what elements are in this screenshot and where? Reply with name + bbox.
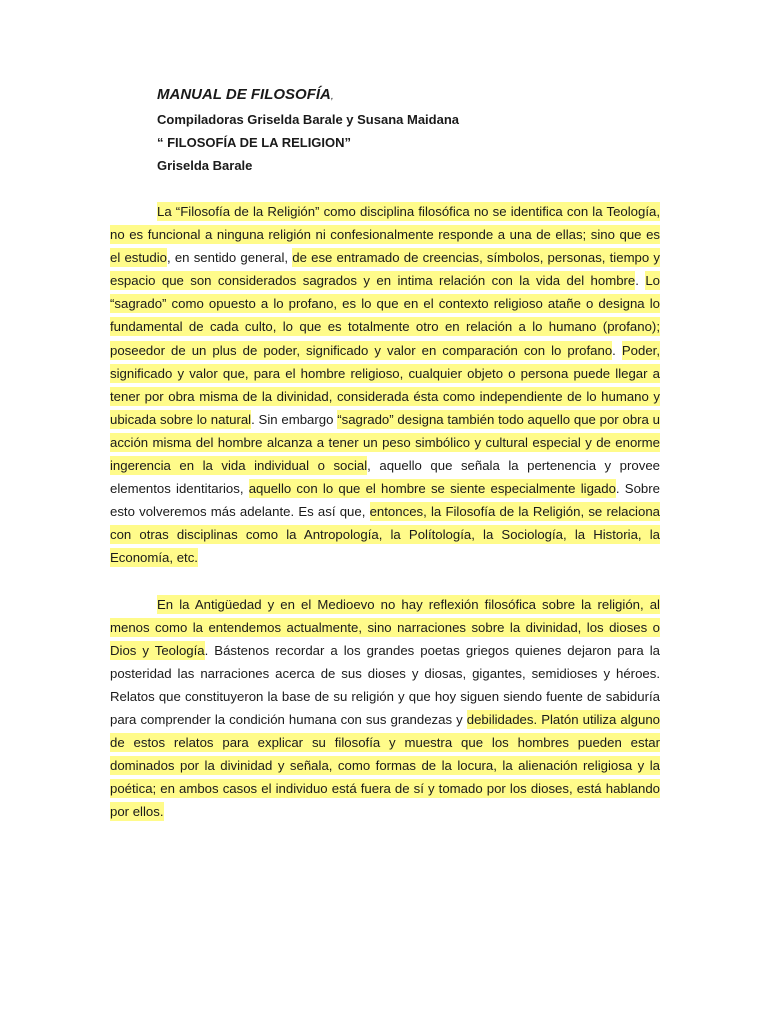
highlighted-text: “sagrado” designa también todo aquello que por obra u acción misma del hombre alcanza a tener un peso simbólico y cultural especial y de enorme ingerencia en la vida individual o social [110,411,660,474]
highlighted-text: debilidades. Platón utiliza alguno de estos relatos para explicar su filosofía y muestra que los hombres pueden estar dominados por la divinidad y señala, como formas de la locura, la alienación religiosa y la poética; en ambos casos el individuo está fuera de sí y tomado por los dioses, está hablando por ellos. [110,711,660,820]
paragraph-segment: , aquello que señala la pertenencia y provee elementos identitarios, [110,458,661,497]
highlighted-text: Poder, significado y valor que, para el hombre religioso, cualquier objeto o persona puede llegar a tener por obra misma de la divinidad, considerada ésta como independiente de lo humano y ubicada sobre lo natural [110,342,660,427]
document-header [157,84,657,177]
paragraph-2 [110,593,660,824]
body-text [110,200,660,823]
paragraph-segment: . [612,342,622,358]
book-title [157,84,657,108]
highlighted-text: La “Filosofía de la Religión” como disciplina filosófica no se identifica con la Teología, no es funcional a ninguna religión ni confesionalmente responde a una de ellas; sino que es el estudio [110,204,660,266]
book-title-text: MANUAL DE FILOSOFÍA [157,86,331,103]
chapter-title: “ FILOSOFÍA DE LA RELIGION” [157,135,352,150]
paragraph-segment: . [635,273,646,289]
paragraph-segment: . Sin embargo [251,411,338,427]
paragraph-segment: . Sobre esto volveremos más adelante. Es así que, [110,481,660,520]
book-title-mark: , [330,91,334,102]
paragraph-1 [110,200,660,570]
highlighted-text: aquello con lo que el hombre se siente especialmente ligado [248,481,616,497]
author-name: Griselda Barale [157,158,253,173]
highlighted-text: En la Antigüedad y en el Medioevo no hay reflexión filosófica sobre la religión, al menos como la entendemos actualmente, sino narraciones sobre la divinidad, los dioses o Dios y Teología [110,596,660,658]
paragraph-segment: , en sentido general, [166,250,293,266]
highlighted-text: Lo “sagrado” como opuesto a lo profano, es lo que en el contexto religioso atañe o designa lo fundamental de cada culto, lo que es totalmente otro en relación a lo humano (profano); poseedor de un plus de poder, significado y valor en comparación con lo profano [110,273,661,358]
paragraph-segment: . Bástenos recordar a los grandes poetas griegos quienes dejaron para la posteridad las narraciones acerca de sus dioses y diosas, gigantes, semidioses y héroes. Relatos que constituyeron la base de su religión y que hoy siguen siendo fuente de sabiduría para comprender la condición humana con sus grandezas y [110,642,660,727]
highlighted-text: de ese entramado de creencias, símbolos, personas, tiempo y espacio que son considerados sagrados y en intima relación con la vida del hombre [110,250,661,289]
compilers-line: Compiladoras Griselda Barale y Susana Maidana [157,112,460,127]
highlighted-text: entonces, la Filosofía de la Religión, se relaciona con otras disciplinas como la Antropología, la Polítología, la Sociología, la Historia, la Economía, etc. [110,504,660,566]
